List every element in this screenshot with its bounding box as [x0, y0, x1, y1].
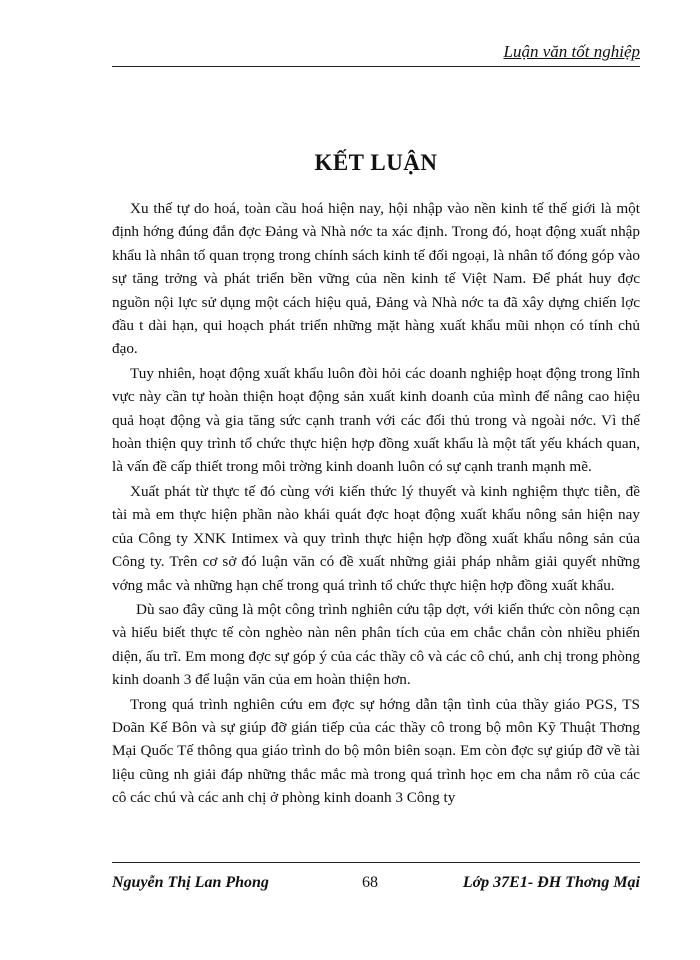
paragraph-4: Dù sao đây cũng là một công trình nghiên cứu tập dợt, với kiến thức còn nông cạn và hiểu biết thực tế còn nghèo nàn nên phân tích của em chắc chắn còn nhiều phiến diện, ấu trĩ. Em mong đợc sự góp ý của các thầy cô và các cô chú, anh chị trong phòng kinh doanh 3 để luận văn của em hoàn thiện hơn.	[112, 600, 640, 689]
body-text	[112, 197, 640, 811]
page-title: KẾT LUẬN	[314, 150, 438, 175]
paragraph-5: Trong quá trình nghiên cứu em đợc sự hớng dẫn tận tình của thầy giáo PGS, TS Doãn Kế Bôn và sự giúp đỡ gián tiếp của các thầy cô trong bộ môn Kỹ Thuật Thơng Mại Quốc Tế thông qua giáo trình do bộ môn biên soạn. Em còn đợc sự giúp đỡ về tài liệu cũng nh giải đáp những thắc mắc mà trong quá trình học em cha nắm rõ của các cô các chú và các anh chị ở phòng kinh doanh 3 Công ty	[112, 695, 640, 807]
page-footer	[112, 862, 640, 902]
header-rule	[112, 66, 640, 67]
paragraph-2: Tuy nhiên, hoạt động xuất khẩu luôn đòi hỏi các doanh nghiệp hoạt động trong lĩnh vực này cần tự hoàn thiện hoạt động sản xuất kinh doanh của mình để nâng cao hiệu quả hoạt động và gia tăng sức cạnh tranh với các đối thủ trong và ngoài nớc. Vì thế hoàn thiện quy trình tổ chức thực hiện hợp đồng xuất khẩu là một tất yếu khách quan, là vấn đề cấp thiết trong môi trờng kinh doanh luôn có sự cạnh tranh mạnh mẽ.	[112, 364, 640, 476]
page-header	[112, 42, 640, 68]
header-title: Luận văn tốt nghiệp	[503, 42, 640, 61]
footer-author: Nguyễn Thị Lan Phong	[112, 874, 269, 891]
paragraph-3: Xuất phát từ thực tế đó cùng với kiến thức lý thuyết và kinh nghiệm thực tiễn, đề tài mà em thực hiện phần nào khái quát đợc hoạt động xuất khẩu nông sản hiện nay của Công ty XNK Intimex và quy trình thực hiện hợp đồng xuất khẩu nông sản của Công ty. Trên cơ sở đó luận văn có đề xuất những giải pháp nhằm giải quyết những vớng mắc và những hạn chế trong quá trình tổ chức thực hiện hợp đồng xuất khẩu.	[112, 482, 640, 594]
page-number: 68	[362, 874, 378, 891]
footer-class: Lớp 37E1- ĐH Thơng Mại	[462, 874, 640, 891]
paragraph-1: Xu thế tự do hoá, toàn cầu hoá hiện nay, hội nhập vào nền kinh tế thế giới là một định hớng đúng đắn đợc Đảng và Nhà nớc ta xác định. Trong đó, hoạt động xuất nhập khẩu là nhân tố quan trọng trong chính sách kinh tế đối ngoại, là nhân tố đóng góp vào sự tăng trởng và phát triển bền vững của nền kinh tế Việt Nam. Để phát huy đợc nguồn nội lực sử dụng một cách hiệu quả, Đảng và Nhà nớc ta đã xây dựng chiến lợc đầu t dài hạn, qui hoạch phát triển những mặt hàng xuất khẩu mũi nhọn có tính chủ đạo.	[112, 200, 640, 358]
footer-rule	[112, 862, 640, 863]
